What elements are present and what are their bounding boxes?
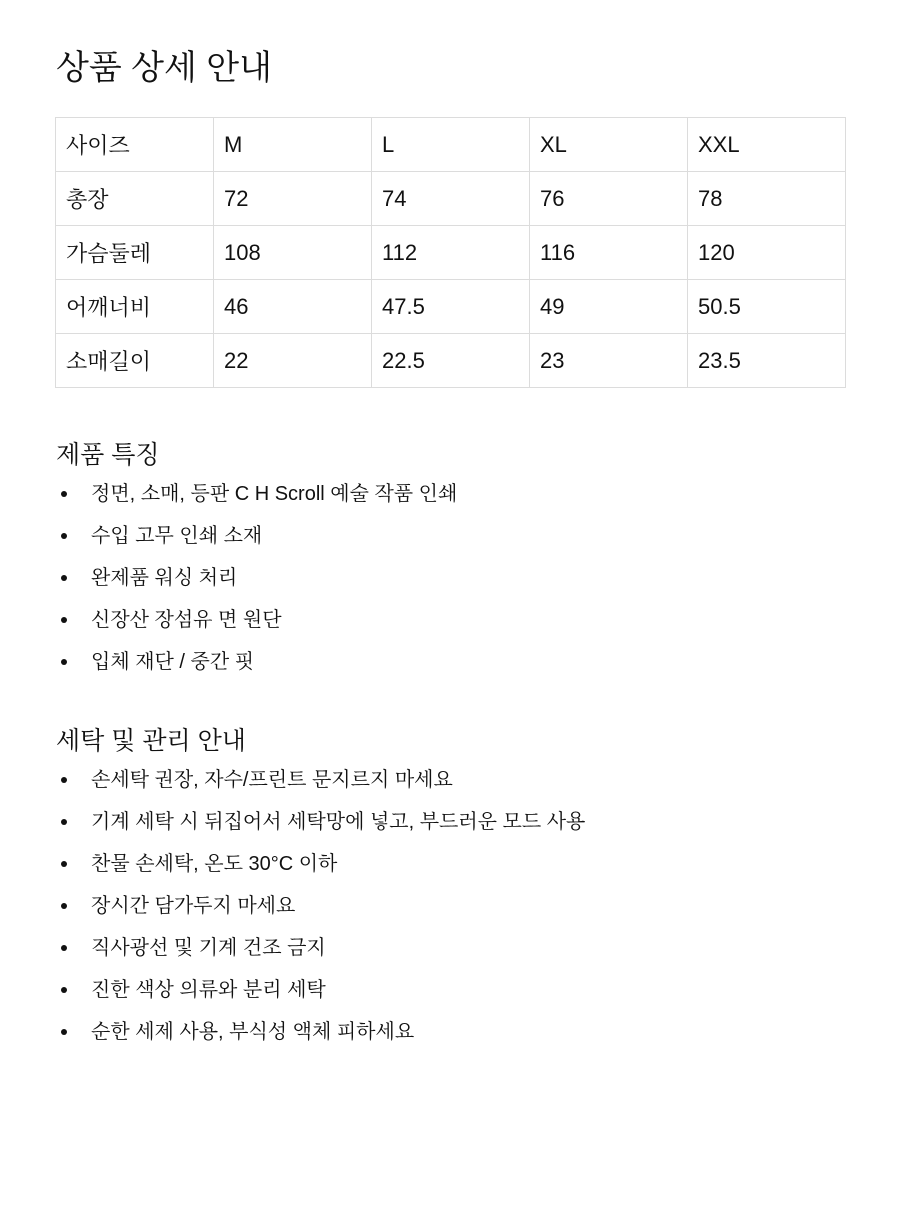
list-item [56, 641, 457, 683]
table-row-shoulder [56, 280, 846, 334]
features-section [56, 440, 457, 683]
table-cell: 78 [688, 172, 846, 226]
size-header-label: 사이즈 [56, 118, 214, 172]
table-cell: 22.5 [372, 334, 530, 388]
list-item-text: 신장산 장섬유 면 원단 [91, 609, 282, 631]
table-cell: 46 [214, 280, 372, 334]
size-header-m: M [214, 118, 372, 172]
list-item-text: 진한 색상 의류와 분리 세탁 [91, 979, 326, 1001]
list-item-text: 순한 세제 사용, 부식성 액체 피하세요 [91, 1021, 415, 1043]
list-item [56, 969, 585, 1011]
list-item [56, 515, 457, 557]
row-label-cell: 어깨너비 [56, 280, 214, 334]
list-item [56, 801, 585, 843]
row-label-cell: 총장 [56, 172, 214, 226]
list-item-text: 완제품 워싱 처리 [91, 567, 238, 589]
row-label-cell: 소매길이 [56, 334, 214, 388]
list-item [56, 557, 457, 599]
features-list [56, 473, 457, 683]
page-title: 상품 상세 안내 [56, 49, 272, 87]
table-cell: 120 [688, 226, 846, 280]
size-header-xl: XL [530, 118, 688, 172]
bullet-dot-icon [61, 819, 67, 825]
table-header-row [56, 118, 846, 172]
list-item-text: 직사광선 및 기계 건조 금지 [91, 937, 326, 959]
list-item-text: 기계 세탁 시 뒤집어서 세탁망에 넣고, 부드러운 모드 사용 [91, 811, 586, 833]
list-item-text: 정면, 소매, 등판 C H Scroll 예술 작품 인쇄 [91, 483, 458, 505]
care-section [56, 726, 585, 1053]
table-cell: 22 [214, 334, 372, 388]
list-item [56, 473, 457, 515]
size-header-l: L [372, 118, 530, 172]
care-title: 세탁 및 관리 안내 [56, 727, 246, 755]
table-cell: 49 [530, 280, 688, 334]
table-cell: 23 [530, 334, 688, 388]
bullet-dot-icon [61, 533, 67, 539]
bullet-dot-icon [61, 1029, 67, 1035]
list-item-text: 손세탁 권장, 자수/프린트 문지르지 마세요 [91, 769, 453, 791]
features-title: 제품 특징 [56, 441, 160, 469]
list-item [56, 599, 457, 641]
list-item [56, 843, 585, 885]
table-row-chest [56, 226, 846, 280]
table-cell: 74 [372, 172, 530, 226]
table-cell: 72 [214, 172, 372, 226]
row-label-cell: 가슴둘레 [56, 226, 214, 280]
list-item-text: 찬물 손세탁, 온도 30°C 이하 [91, 853, 338, 875]
bullet-dot-icon [61, 659, 67, 665]
table-cell: 112 [372, 226, 530, 280]
list-item [56, 927, 585, 969]
bullet-dot-icon [61, 575, 67, 581]
table-row-sleeve [56, 334, 846, 388]
bullet-dot-icon [61, 617, 67, 623]
list-item-text: 입체 재단 / 중간 핏 [91, 651, 255, 673]
list-item-text: 장시간 담가두지 마세요 [91, 895, 296, 917]
table-cell: 50.5 [688, 280, 846, 334]
table-cell: 108 [214, 226, 372, 280]
bullet-dot-icon [61, 945, 67, 951]
bullet-dot-icon [61, 491, 67, 497]
table-cell: 116 [530, 226, 688, 280]
bullet-dot-icon [61, 777, 67, 783]
list-item [56, 1011, 585, 1053]
care-list [56, 759, 585, 1053]
table-cell: 47.5 [372, 280, 530, 334]
list-item [56, 885, 585, 927]
bullet-dot-icon [61, 987, 67, 993]
table-cell: 23.5 [688, 334, 846, 388]
table-row-total-length [56, 172, 846, 226]
list-item [56, 759, 585, 801]
size-header-xxl: XXL [688, 118, 846, 172]
size-table [55, 117, 846, 388]
bullet-dot-icon [61, 861, 67, 867]
list-item-text: 수입 고무 인쇄 소재 [91, 525, 263, 547]
bullet-dot-icon [61, 903, 67, 909]
table-cell: 76 [530, 172, 688, 226]
